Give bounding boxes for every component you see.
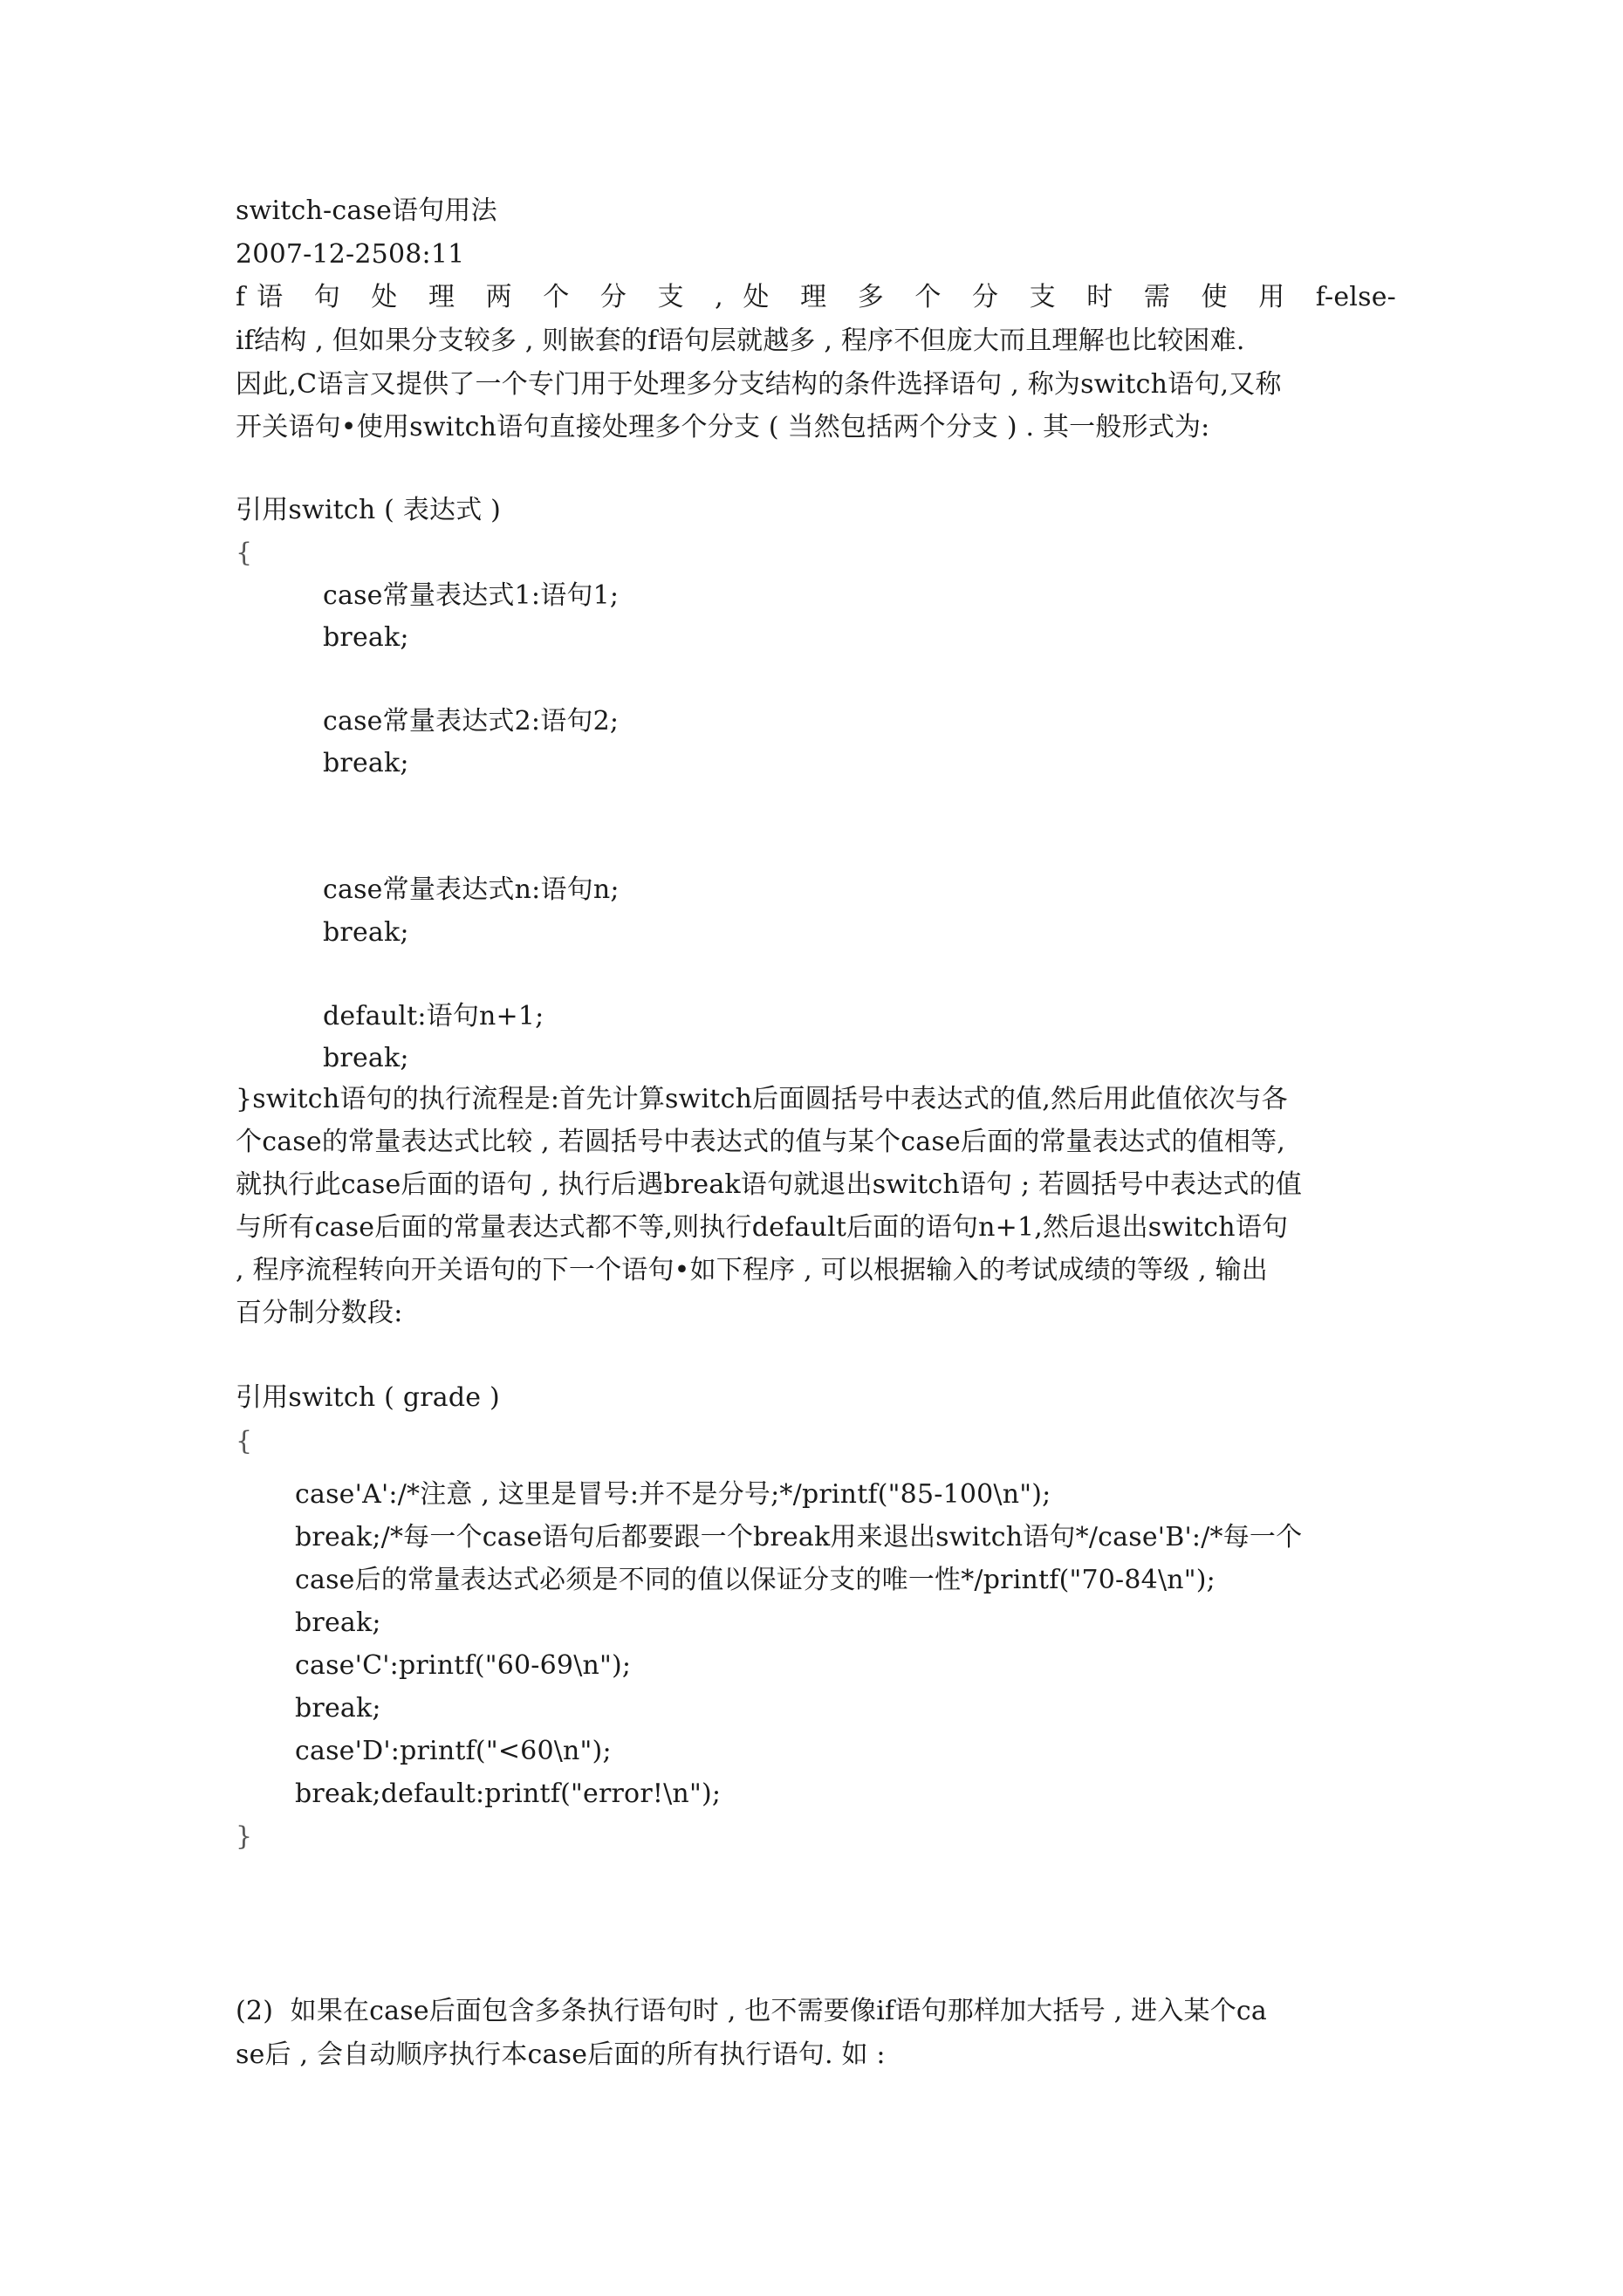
code2-line: case后的常量表达式必须是不同的值以保证分支的唯一性*/printf("70-84\n"); xyxy=(295,1565,1216,1595)
code1-open-brace: { xyxy=(236,538,253,568)
explain-line-1: }switch语句的执行流程是:首先计算switch后面圆括号中表达式的值,然后用此值依次与各 xyxy=(236,1084,1288,1114)
intro-line-1: f语 句 处 理 两 个 分 支 , 处 理 多 个 分 支 时 需 使 用 f-else- xyxy=(236,282,1396,312)
code1-line: break; xyxy=(323,917,409,948)
explain-line-5: , 程序流程转向开关语句的下一个语句•如下程序 , 可以根据输入的考试成绩的等级 , 输出 xyxy=(236,1255,1268,1285)
code2-line: case'D':printf("<60\n"); xyxy=(295,1736,612,1766)
code2-line: break; xyxy=(295,1693,381,1724)
code2-line: break;default:printf("error!\n"); xyxy=(295,1779,722,1809)
code2-close-brace: } xyxy=(236,1821,253,1852)
code2-head: 引用switch ( grade ) xyxy=(236,1382,500,1413)
note-line-1: (2) 如果在case后面包含多条执行语句时 , 也不需要像if语句那样加大括号 , 进入某个ca xyxy=(236,1996,1268,2026)
code1-line: case常量表达式1:语句1; xyxy=(323,580,620,611)
code1-line: case常量表达式2:语句2; xyxy=(323,706,620,737)
intro-line-2: if结构 , 但如果分支较多 , 则嵌套的f语句层就越多 , 程序不但庞大而且理解也比较困难. xyxy=(236,326,1245,356)
code1-line: break; xyxy=(323,1043,409,1073)
code1-line: break; xyxy=(323,622,409,653)
code1-head: 引用switch ( 表达式 ) xyxy=(236,495,502,525)
intro-line-4: 开关语句•使用switch语句直接处理多个分支 ( 当然包括两个分支 ) . 其一般形式为: xyxy=(236,412,1210,442)
intro-line-3: 因此,C语言又提供了一个专门用于处理多分支结构的条件选择语句 , 称为switch语句,又称 xyxy=(236,369,1282,400)
explain-line-4: 与所有case后面的常量表达式都不等,则执行default后面的语句n+1,然后退出switch语句 xyxy=(236,1212,1289,1243)
code2-open-brace: { xyxy=(236,1426,253,1456)
doc-title: switch-case语句用法 xyxy=(236,195,497,226)
explain-line-3: 就执行此case后面的语句 , 执行后遇break语句就退出switch语句 ; 若圆括号中表达式的值 xyxy=(236,1169,1303,1200)
code2-line: break;/*每一个case语句后都要跟一个break用来退出switch语句*/case'B':/*每一个 xyxy=(295,1522,1303,1552)
explain-line-2: 个case的常量表达式比较 , 若圆括号中表达式的值与某个case后面的常量表达式的值相等, xyxy=(236,1127,1286,1157)
code2-line: case'A':/*注意 , 这里是冒号:并不是分号;*/printf("85-100\n"); xyxy=(295,1479,1051,1510)
code1-line: case常量表达式n:语句n; xyxy=(323,874,620,905)
note-line-2: se后 , 会自动顺序执行本case后面的所有执行语句. 如 : xyxy=(236,2039,886,2070)
code1-line: break; xyxy=(323,748,409,778)
code2-line: case'C':printf("60-69\n"); xyxy=(295,1650,632,1681)
explain-line-6: 百分制分数段: xyxy=(236,1298,403,1328)
doc-date: 2007-12-2508:11 xyxy=(236,239,465,270)
code1-line: default:语句n+1; xyxy=(323,1001,544,1031)
code2-line: break; xyxy=(295,1607,381,1638)
